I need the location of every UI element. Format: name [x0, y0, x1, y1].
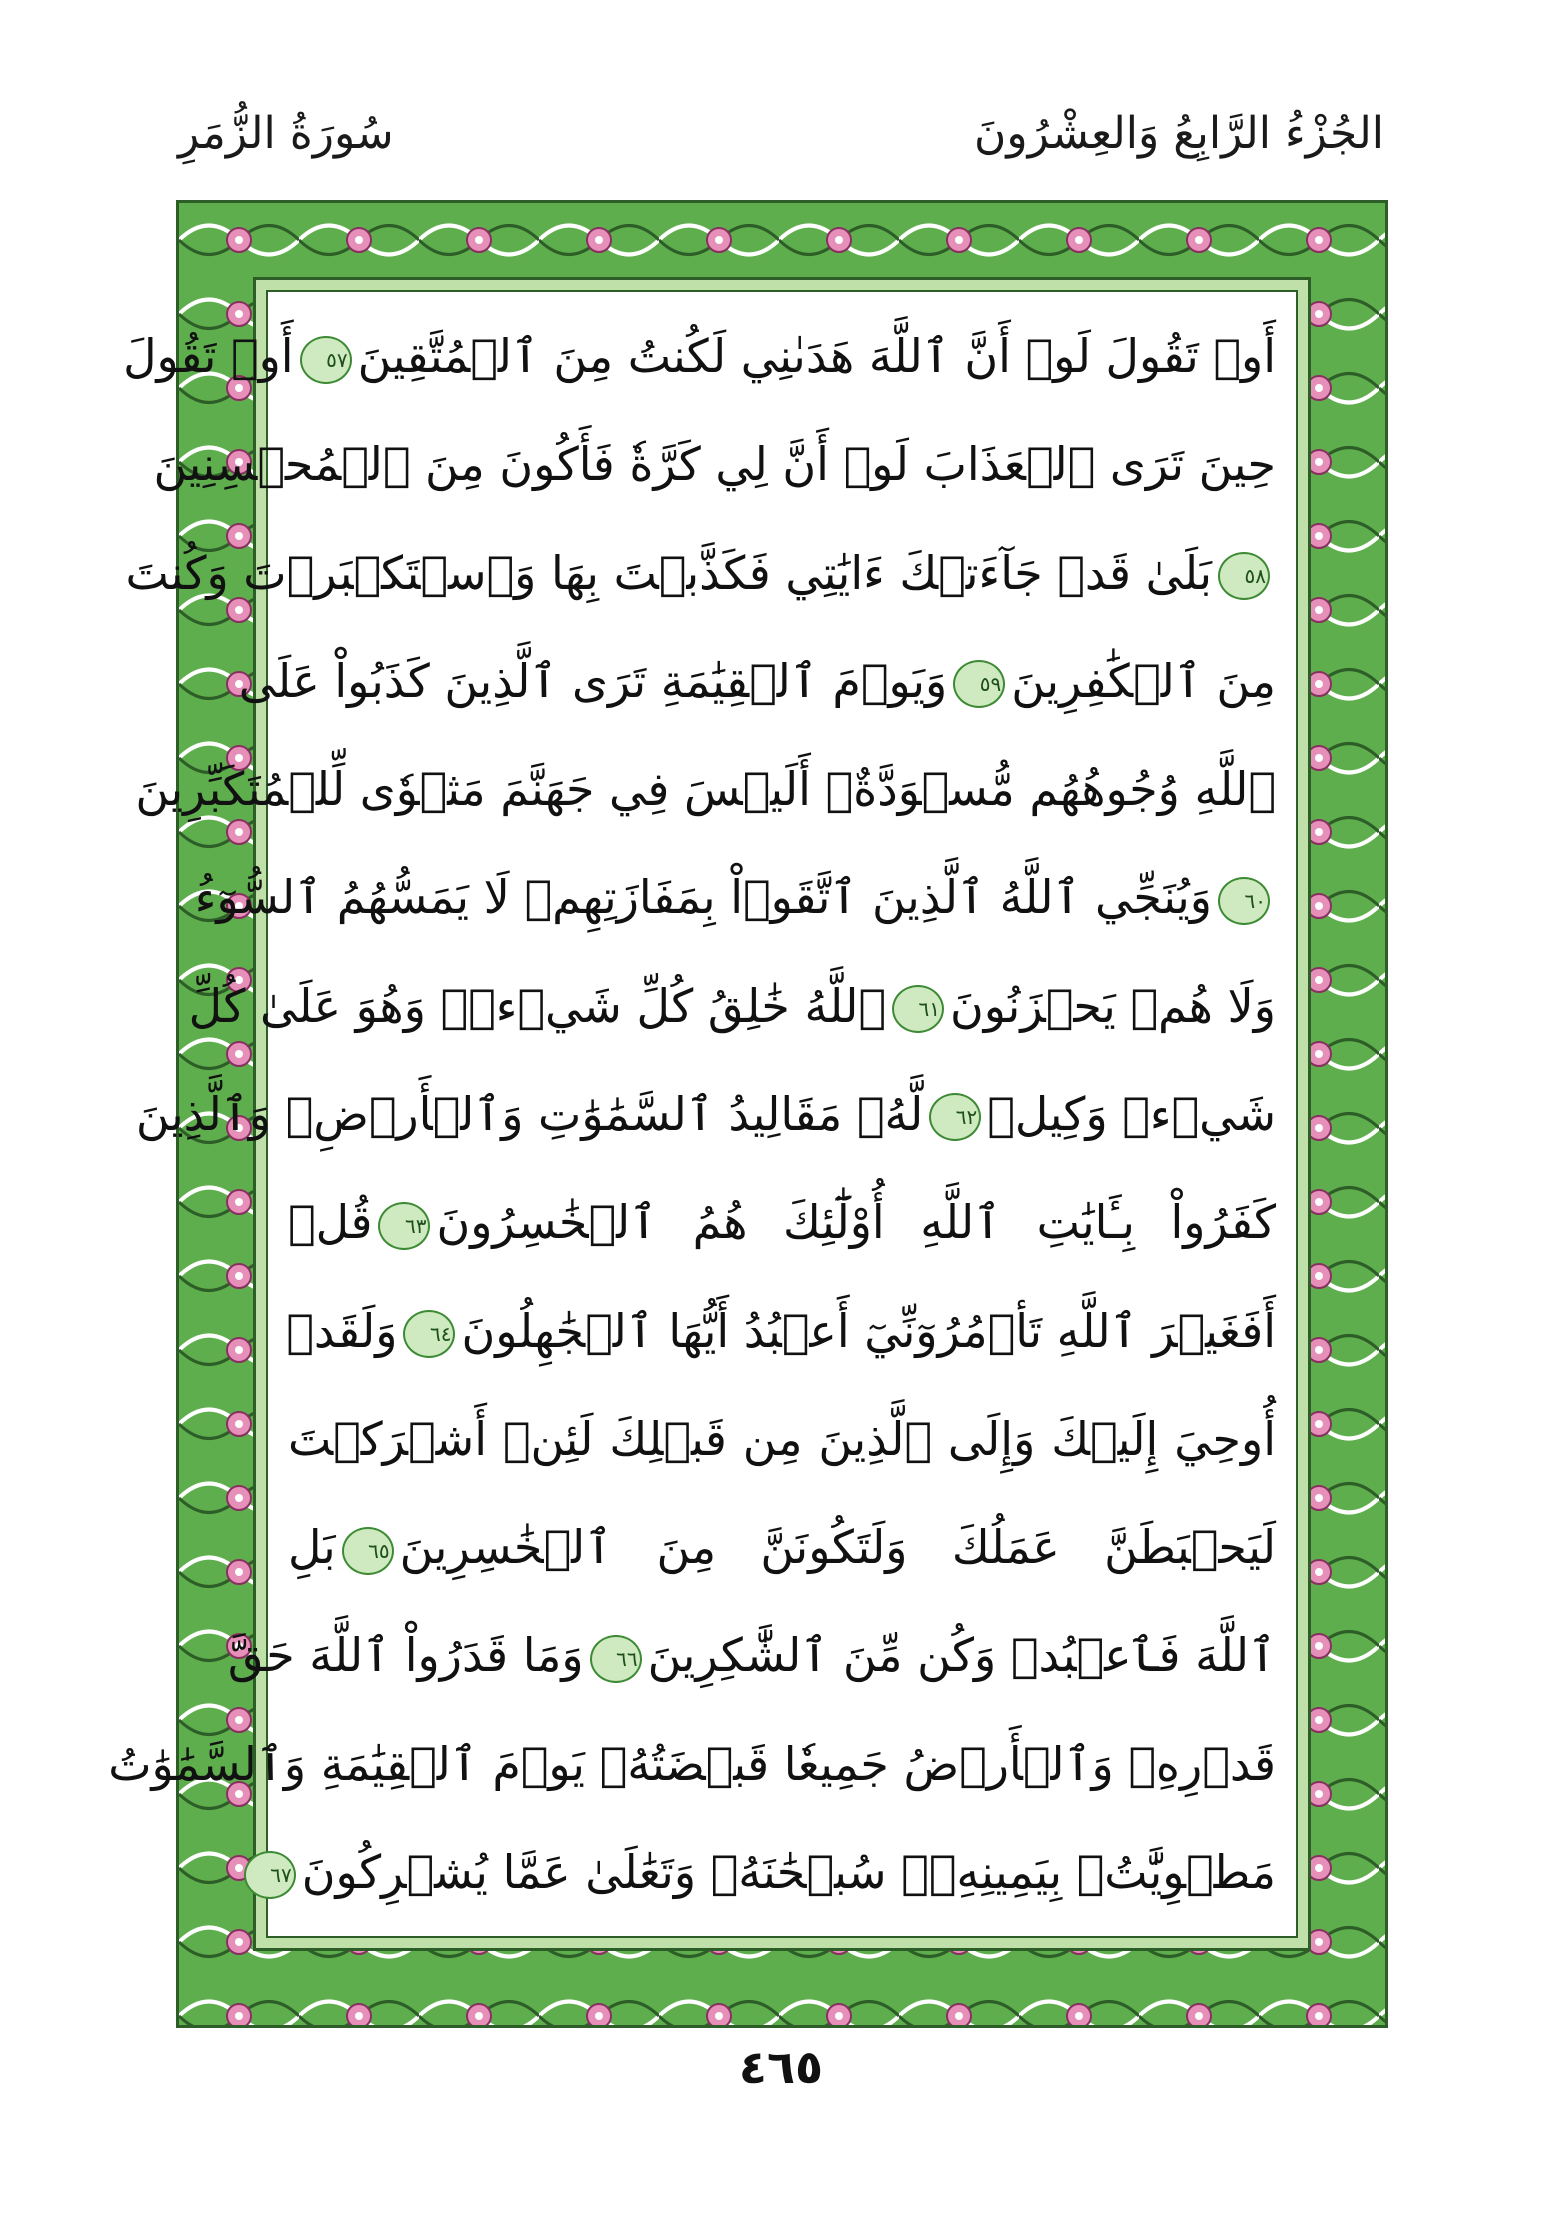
verse-text: ٱللَّهَ فَٱعۡبُدۡ وَكُن مِّنَ ٱلشَّٰكِرِينَ	[647, 1628, 1276, 1683]
ayah-number-marker: ٦٠	[1218, 877, 1270, 925]
ayah-number-marker: ٦٣	[378, 1202, 430, 1250]
ayah-number-marker: ٦٤	[403, 1310, 455, 1358]
verse-text: وَمَا قَدَرُواْ ٱللَّهَ حَقَّ	[227, 1628, 584, 1683]
verse-line	[194, 857, 1276, 937]
verse-line	[288, 1507, 1276, 1587]
ayah-number-marker: ٦٥	[342, 1527, 394, 1575]
verse-text: أَوۡ تَقُولَ لَوۡ أَنَّ ٱللَّهَ هَدَىٰنِي لَكُنتُ مِنَ ٱلۡمُتَّقِينَ	[357, 329, 1276, 383]
verse-line	[238, 641, 1276, 721]
verse-text: شَيۡءٖ وَكِيلٞ	[987, 1086, 1276, 1141]
frame-inner-band	[108, 277, 1311, 1951]
verse-text: بَلِ	[288, 1520, 336, 1575]
verse-text: وَلَقَدۡ	[286, 1303, 398, 1358]
verse-line	[135, 749, 1276, 829]
verse-line	[288, 1182, 1276, 1262]
text-page	[108, 290, 1298, 1938]
verse-line	[270, 1832, 1276, 1912]
verse-text: وَيَوۡمَ ٱلۡقِيَٰمَةِ تَرَى ٱلَّذِينَ كَذَبُواْ عَلَى	[238, 653, 948, 708]
verse-text: مِنَ ٱلۡكَٰفِرِينَ	[1011, 653, 1276, 708]
ayah-number-marker: ٥٩	[953, 660, 1005, 708]
verse-line	[227, 1615, 1276, 1695]
verse-text: حِينَ تَرَى ٱلۡعَذَابَ لَوۡ أَنَّ لِي كَرَّةٗ فَأَكُونَ مِنَ ٱلۡمُحۡسِنِينَ	[153, 437, 1276, 492]
verse-text: لَّهُۥ مَقَالِيدُ ٱلسَّمَٰوَٰتِ وَٱلۡأَرۡضِۗ وَٱلَّذِينَ	[135, 1086, 924, 1141]
verse-text: مَطۡوِيَّٰتُۢ بِيَمِينِهِۦۚ سُبۡحَٰنَهُۥ وَتَعَٰلَىٰ عَمَّا يُشۡرِكُونَ	[301, 1844, 1276, 1899]
verse-text: لَيَحۡبَطَنَّ عَمَلُكَ وَلَتَكُونَنَّ مِنَ ٱلۡخَٰسِرِينَ	[399, 1520, 1276, 1575]
verse-line	[288, 1291, 1276, 1371]
verse-line	[108, 1724, 1276, 1804]
ayah-number-marker: ٦٦	[590, 1635, 642, 1683]
ayah-number-marker: ٦٧	[244, 1851, 296, 1899]
verse-text: أَوۡ تَقُولَ	[123, 329, 294, 383]
verse-text: بَلَىٰ قَدۡ جَآءَتۡكَ ءَايَٰتِي فَكَذَّبۡتَ بِهَا وَٱسۡتَكۡبَرۡتَ وَكُنتَ	[125, 545, 1212, 600]
verse-text: وَيُنَجِّي ٱللَّهُ ٱلَّذِينَ ٱتَّقَوۡاْ بِمَفَازَتِهِمۡ لَا يَمَسُّهُمُ ٱلسُّوٓءُ	[194, 870, 1212, 925]
verse-text: قَدۡرِهِۦ وَٱلۡأَرۡضُ جَمِيعٗا قَبۡضَتُهُۥ يَوۡمَ ٱلۡقِيَٰمَةِ وَٱلسَّمَٰوَٰتُ	[108, 1736, 1276, 1791]
verse-text: كَفَرُواْ بِـَٔايَٰتِ ٱللَّهِ أُوْلَٰٓئِكَ هُمُ ٱلۡخَٰسِرُونَ	[436, 1195, 1276, 1250]
verse-text: أُوحِيَ إِلَيۡكَ وَإِلَى ٱلَّذِينَ مِن قَبۡلِكَ لَئِنۡ أَشۡرَكۡتَ	[288, 1411, 1276, 1466]
verse-line	[288, 1399, 1276, 1479]
header-juz: الجُزْءُ الرَّابِعُ وَالعِشْرُونَ	[974, 108, 1384, 159]
verse-line	[153, 424, 1276, 504]
verse-line	[125, 533, 1276, 613]
page-number: ٤٦٥	[738, 2040, 824, 2094]
verse-text: وَلَا هُمۡ يَحۡزَنُونَ	[950, 978, 1276, 1033]
ornamental-frame	[108, 200, 1388, 2028]
ayah-number-marker: ٥٧	[300, 336, 352, 384]
header-surah: سُورَةُ الزُّمَرِ	[178, 108, 394, 159]
verse-line	[123, 316, 1276, 396]
verse-line	[188, 966, 1276, 1046]
verse-text: قُلۡ	[288, 1195, 373, 1250]
verse-text: أَفَغَيۡرَ ٱللَّهِ تَأۡمُرُوٓنِّيٓ أَعۡبُدُ أَيُّهَا ٱلۡجَٰهِلُونَ	[461, 1303, 1276, 1358]
verse-line	[135, 1074, 1276, 1154]
verse-text: ٱللَّهُ خَٰلِقُ كُلِّ شَيۡءٖۖ وَهُوَ عَلَىٰ كُلِّ	[188, 978, 886, 1033]
verse-lines	[108, 316, 1276, 1912]
ayah-number-marker: ٥٨	[1218, 552, 1270, 600]
ayah-number-marker: ٦٢	[929, 1093, 981, 1141]
verse-text: ٱللَّهِ وُجُوهُهُم مُّسۡوَدَّةٌۚ أَلَيۡسَ فِي جَهَنَّمَ مَثۡوٗى لِّلۡمُتَكَبِّرِينَ	[135, 762, 1276, 817]
ayah-number-marker: ٦١	[892, 985, 944, 1033]
